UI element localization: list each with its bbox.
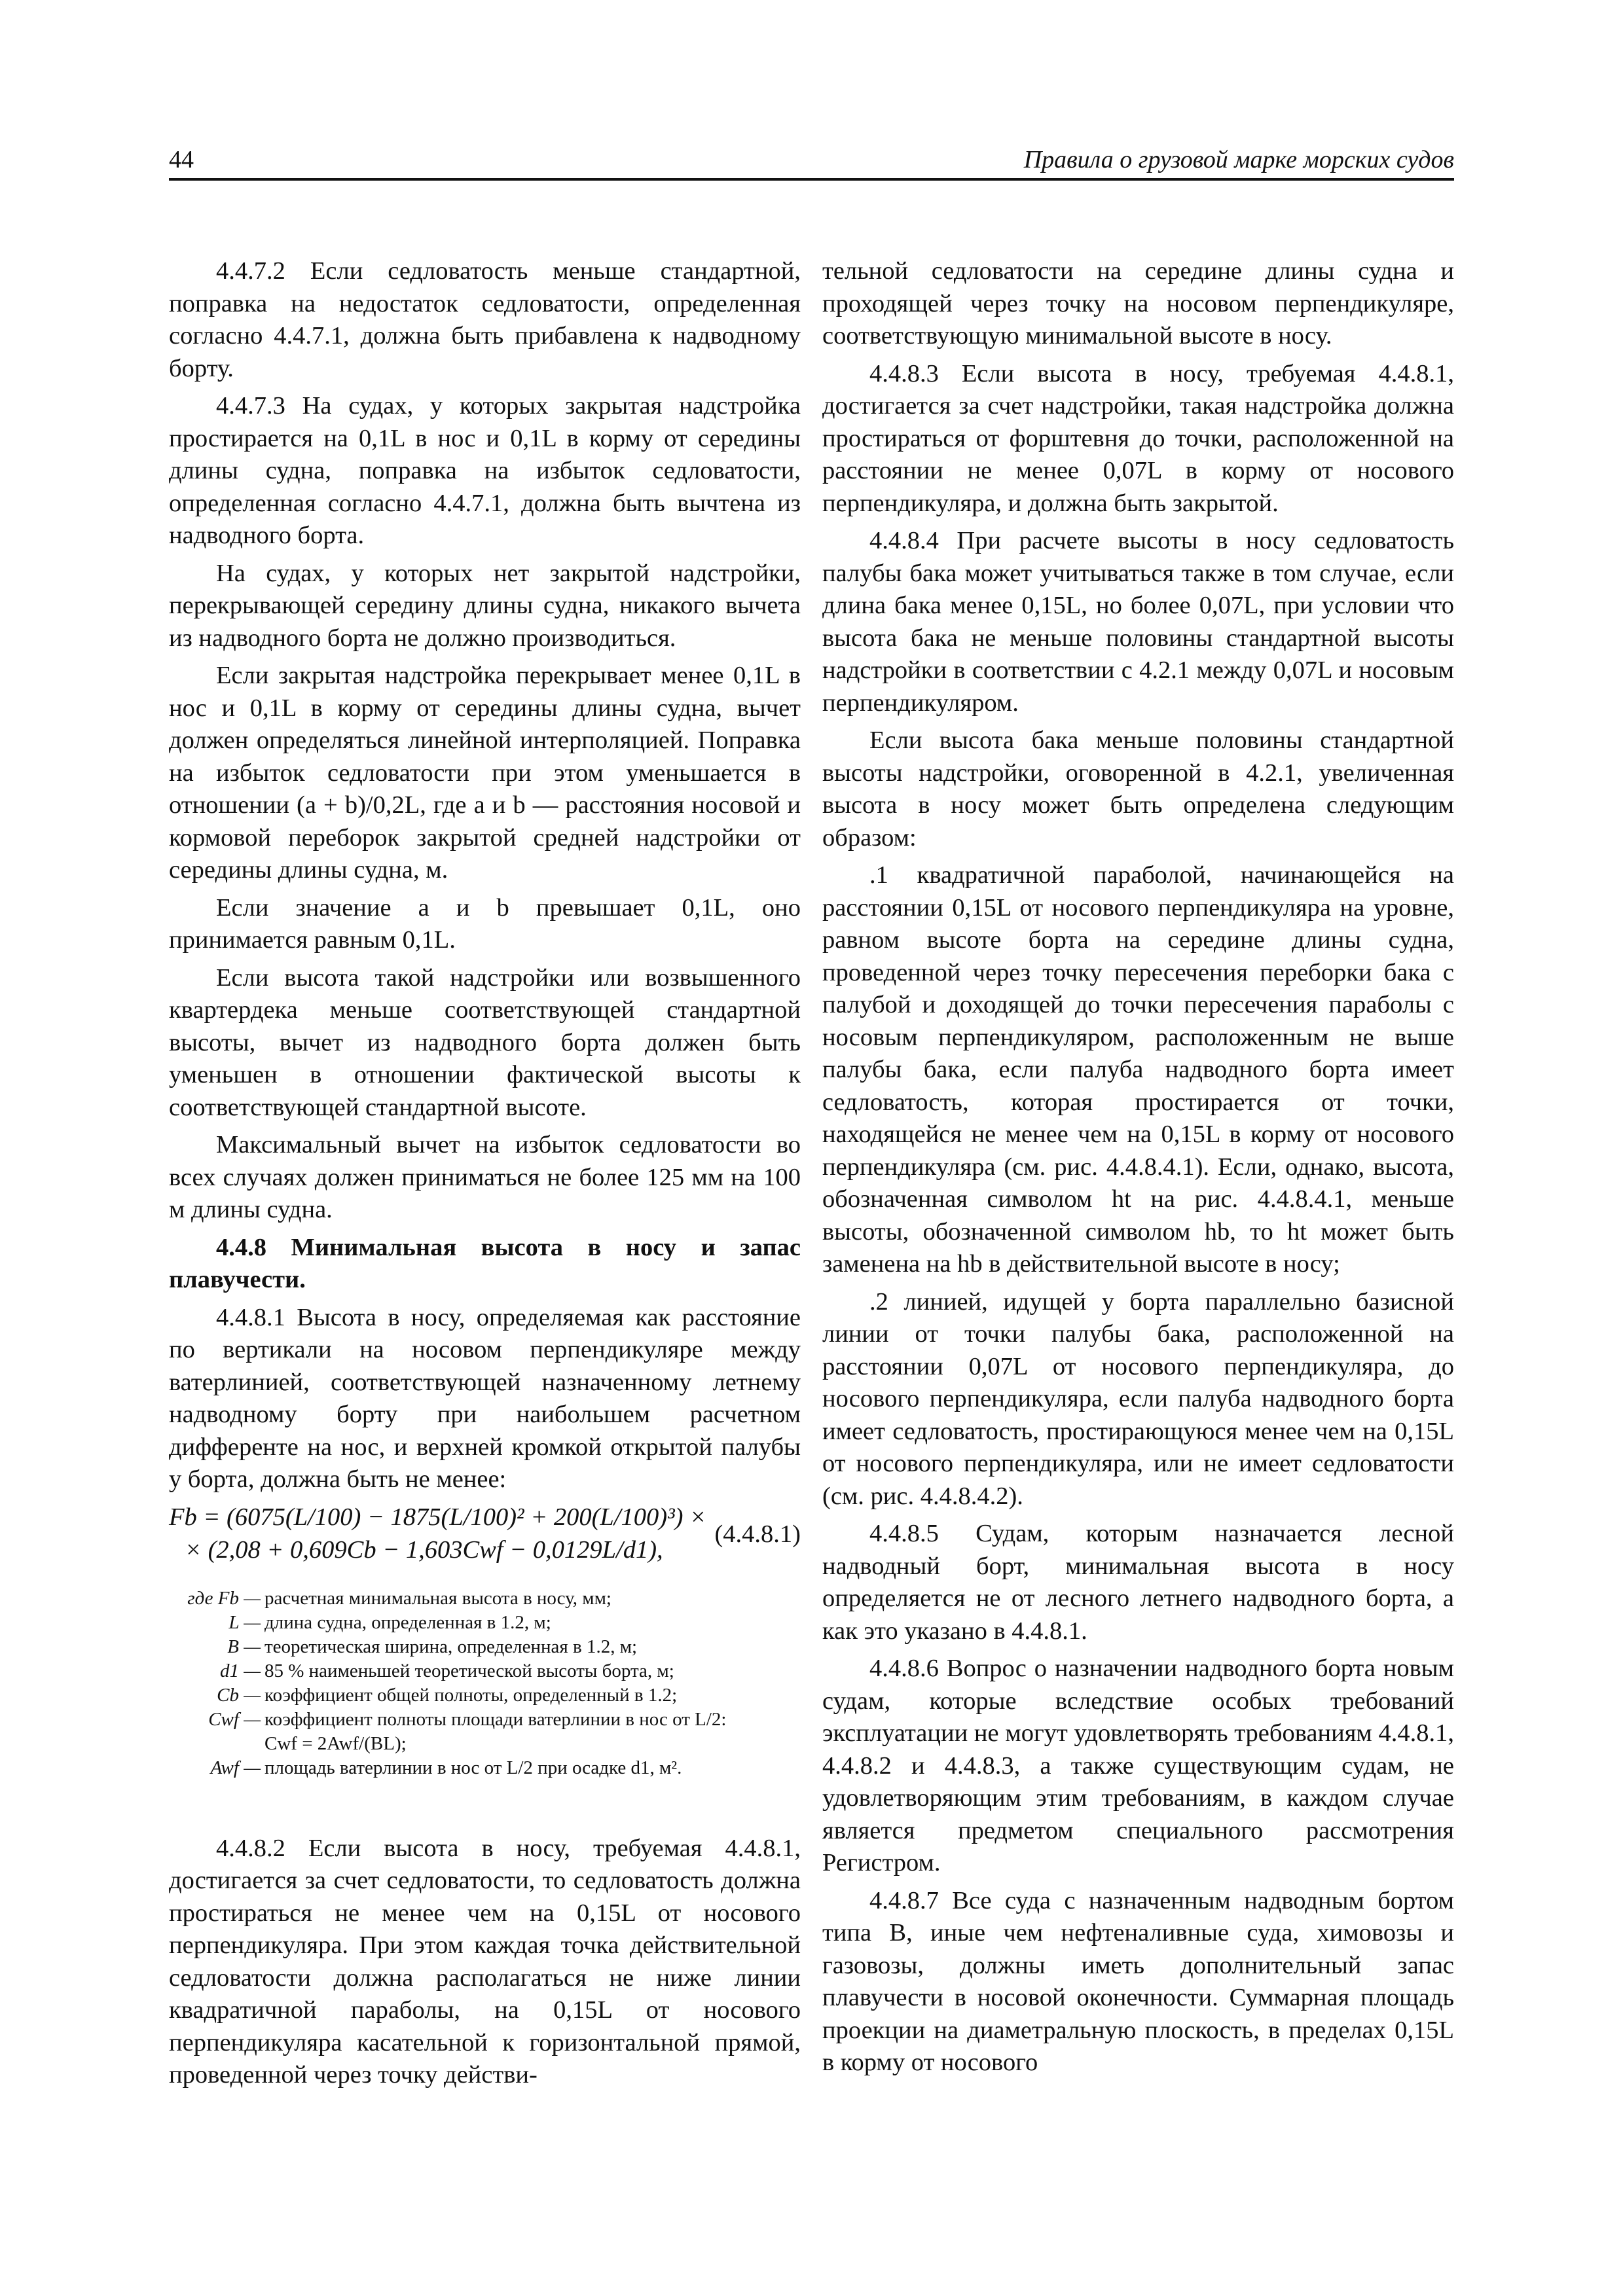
paragraph: 4.4.7.3 На судах, у которых закрытая надстройка простирается на 0,1L в нос и 0,1L в корму от середины длины судна, поправка на избыток седловатости, определенная согласно 4.4.7.1, должна быть вычтена из надводного борта. [169,392,801,549]
paragraph: 4.4.8.7 Все суда с назначенным надводным бортом типа B, иные чем нефтеналивные суда, химовозы и газовозы, должны иметь дополнительный запас плавучести в носовой оконечности. Суммарная площадь проекции на диаметральную плоскость, в пределах 0,15L в корму от носового [822,1886,1454,2076]
paragraph: 4.4.8.1 Высота в носу, определяемая как расстояние по вертикали на носовом перпендикуляре между ватерлинией, соответствующей назначенному летнему надводному борту при наибольшем расчетном дифференте на нос, и верхней кромкой открытой палубы у борта, должна быть не менее: [169,1303,801,1493]
paragraph: Если высота такой надстройки или возвышенного квартердека меньше соответствующей стандартной высоты, вычет из надводного борта должен быть уменьшен в отношении фактической высоты к соответствующей стандартной высоте. [169,963,801,1121]
paragraph: 4.4.8.5 Судам, которым назначается лесной надводный борт, минимальная высота в носу определяется не от лесного летнего надводного борта, а как это указано в 4.4.8.1. [822,1520,1454,1645]
right-column [822,255,1454,2085]
definition-symbol: где Fb — [187,1587,261,1609]
definition-row [169,1732,801,1756]
definition-text: площадь ватерлинии в нос от L/2 при осадке d1, м². [264,1757,682,1778]
definition-row [169,1635,801,1659]
section-heading: 4.4.8 Минимальная высота в носу и запас плавучести. [169,1233,801,1293]
list-item: .1 квадратичной параболой, начинающейся на расстоянии 0,15L от носового перпендикуляра на уровне, равном высоте борта на середине длины судна, проведенной через точку пересечения переборки бака с палубой и доходящей до точки пересечения параболы с носовым перпендикуляром, расположенным не выше палубы бака, если палуба надводного борта имеет седловатость, которая простирается от точки, находящейся не менее чем на 0,15L в корму от носового перпендикуляра (см. рис. 4.4.8.4.1). Если, однако, высота, обозначенная символом ht на рис. 4.4.8.4.1, меньше высоты, обозначенной символом hb, то ht может быть заменена на hb в действительной высоте в носу; [822,861,1454,1278]
paragraph: 4.4.8.2 Если высота в носу, требуемая 4.4.8.1, достигается за счет седловатости, то седловатость должна простираться не менее чем на 0,15L от носового перпендикуляра. При этом каждая точка действительной седловатости должна располагаться не ниже линии квадратичной параболы, на 0,15L от носового перпендикуляра касательной к горизонтальной прямой, проведенной через точку действи- [169,1834,801,2089]
definition-text: коэффициент полноты площади ватерлинии в нос от L/2: [264,1708,727,1730]
formula-line: Fb = (6075(L/100) − 1875(L/100)² + 200(L/100)³) × [169,1503,707,1531]
formula-4-4-8-1 [169,1501,801,1573]
definition-symbol: d1 — [219,1660,261,1681]
definition-row [169,1756,801,1780]
definition-row [169,1587,801,1611]
running-title: Правила о грузовой марке морских судов [1023,146,1454,173]
paragraph: Если высота бака меньше половины стандартной высоты надстройки, оговоренной в 4.2.1, увеличенная высота в носу может быть определена следующим образом: [822,726,1454,852]
paragraph: На судах, у которых нет закрытой надстройки, перекрывающей середину длины судна, никакого вычета из надводного борта не должно производиться. [169,559,801,652]
definition-row [169,1659,801,1683]
definition-row [169,1611,801,1635]
paragraph: 4.4.8.3 Если высота в носу, требуемая 4.4.8.1, достигается за счет надстройки, такая надстройка должна простираться от форштевня до точки, расположенной на расстоянии не менее 0,07L в корму от носового перпендикуляра, и должна быть закрытой. [822,359,1454,517]
page-number: 44 [169,146,194,173]
header-rule [169,178,1454,181]
definition-text: длина судна, определенная в 1.2, м; [264,1611,551,1633]
paragraph: 4.4.7.2 Если седловатость меньше стандартной, поправка на недостаток седловатости, определенная согласно 4.4.7.1, должна быть прибавлена к надводному борту. [169,257,801,382]
definition-text: коэффициент общей полноты, определенный в 1.2; [264,1684,678,1706]
list-item: .2 линией, идущей у борта параллельно базисной линии от точки палубы бака, расположенной на расстоянии 0,07L от носового перпендикуляра, до носового перпендикуляра, если палуба надводного борта имеет седловатость, простирающуюся менее чем на 0,15L от носового перпендикуляра, или не имеет седловатости (см. рис. 4.4.8.4.2). [822,1287,1454,1510]
definition-row [169,1708,801,1732]
definition-symbol: Cb — [217,1684,261,1706]
definition-text: теоретическая ширина, определенная в 1.2, м; [264,1636,638,1657]
definition-row [169,1683,801,1708]
definition-text: Cwf = 2Awf/(BL); [264,1732,407,1754]
definition-symbol: B — [227,1636,261,1657]
symbol-definitions [169,1587,801,1780]
definition-text: 85 % наименьшей теоретической высоты борта, м; [264,1660,674,1681]
paragraph: тельной седловатости на середине длины судна и проходящей через точку на носовом перпендикуляре, соответствующую минимальной высоте в носу. [822,257,1454,350]
paragraph: Максимальный вычет на избыток седловатости во всех случаях должен приниматься не более 125 мм на 100 м длины судна. [169,1131,801,1223]
paragraph: 4.4.8.4 При расчете высоты в носу седловатость палубы бака может учитываться также в том случае, если длина бака менее 0,15L, но более 0,07L, при условии что высота бака не меньше половины стандартной высоты надстройки в соответствии с 4.2.1 между 0,07L и носовым перпендикуляром. [822,527,1454,717]
definition-text: расчетная минимальная высота в носу, мм; [264,1587,611,1609]
definition-symbol: Cwf — [208,1708,261,1730]
formula-line: × (2,08 + 0,609Cb − 1,603Cwf − 0,0129L/d1), [185,1535,663,1564]
paragraph: 4.4.8.6 Вопрос о назначении надводного борта новым судам, которые вследствие особых требований эксплуатации не могут удовлетворять требованиям 4.4.8.1, 4.4.8.2 и 4.4.8.3, а также существующим судам, не удовлетворяющим этим требованиям, в каждом случае является предметом специального рассмотрения Регистром. [822,1655,1454,1876]
definition-symbol: L — [228,1611,261,1633]
paragraph: Если значение a и b превышает 0,1L, оно принимается равным 0,1L. [169,893,801,954]
paragraph: Если закрытая надстройка перекрывает менее 0,1L в нос и 0,1L в корму от середины длины судна, вычет должен определяться линейной интерполяцией. Поправка на избыток седловатости при этом уменьшается в отношении (a + b)/0,2L, где a и b — расстояния носовой и кормовой переборок закрытой средней надстройки от середины длины судна, м. [169,662,801,884]
definition-symbol: Awf — [210,1757,261,1778]
left-column [169,255,801,2097]
formula-number: (4.4.8.1) [714,1520,801,1548]
